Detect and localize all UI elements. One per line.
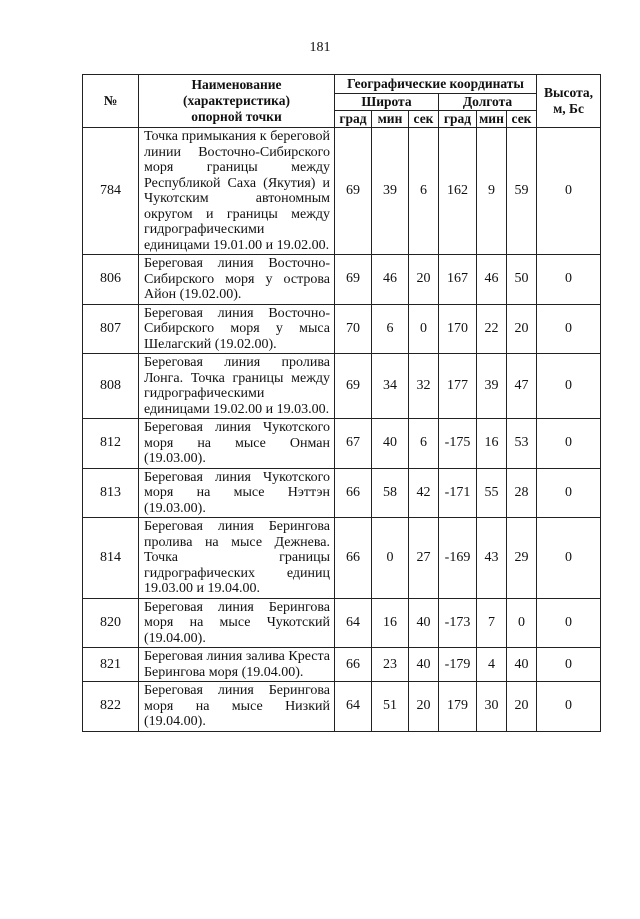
header-latitude: Широта: [335, 94, 439, 111]
cell-number: 821: [83, 648, 139, 682]
table-row: [83, 128, 601, 255]
cell-name: Береговая линия Берингова моря на мысе Низкий (19.04.00).: [139, 682, 335, 732]
cell-lat-deg: 66: [335, 518, 372, 599]
cell-lat-min: 0: [372, 518, 409, 599]
header-height-line1: Высота,: [544, 85, 594, 100]
cell-lon-min: 4: [477, 648, 507, 682]
cell-lon-sec: 0: [507, 598, 537, 648]
cell-name: Береговая линия Восточно-Сибирского моря у острова Айон (19.02.00).: [139, 255, 335, 305]
table-row: [83, 468, 601, 518]
cell-height: 0: [537, 468, 601, 518]
cell-lon-min: 22: [477, 304, 507, 354]
cell-lat-sec: 27: [409, 518, 439, 599]
cell-number: 820: [83, 598, 139, 648]
cell-lat-deg: 69: [335, 354, 372, 419]
header-height: [537, 75, 601, 128]
cell-number: 808: [83, 354, 139, 419]
cell-lat-deg: 67: [335, 419, 372, 469]
cell-name: Береговая линия Берингова пролива на мысе Дежнева. Точка границы гидрографических единиц 19.03.00 и 19.04.00.: [139, 518, 335, 599]
cell-lon-deg: -169: [439, 518, 477, 599]
table-body: [83, 128, 601, 732]
cell-lat-sec: 0: [409, 304, 439, 354]
cell-lon-min: 7: [477, 598, 507, 648]
cell-lon-min: 55: [477, 468, 507, 518]
cell-name: Береговая линия Чукотского моря на мысе Нэттэн (19.03.00).: [139, 468, 335, 518]
cell-name: Береговая линия Восточно-Сибирского моря у мыса Шелагский (19.02.00).: [139, 304, 335, 354]
cell-lat-min: 34: [372, 354, 409, 419]
cell-lat-min: 51: [372, 682, 409, 732]
header-name-line2: (характеристика): [183, 93, 290, 108]
cell-height: 0: [537, 304, 601, 354]
cell-lon-sec: 59: [507, 128, 537, 255]
header-lat-sec: сек: [409, 111, 439, 128]
cell-lat-sec: 6: [409, 419, 439, 469]
cell-lon-deg: 170: [439, 304, 477, 354]
cell-lat-sec: 6: [409, 128, 439, 255]
coordinates-table: [82, 74, 601, 732]
header-name-line1: Наименование: [191, 77, 282, 92]
cell-lat-sec: 32: [409, 354, 439, 419]
cell-number: 822: [83, 682, 139, 732]
header-number: №: [83, 75, 139, 128]
header-name-line3: опорной точки: [191, 109, 282, 124]
cell-number: 814: [83, 518, 139, 599]
cell-lon-sec: 20: [507, 304, 537, 354]
cell-number: 813: [83, 468, 139, 518]
cell-name: Береговая линия пролива Лонга. Точка границы между гидрографическими единицами 19.02.00 и 19.03.00.: [139, 354, 335, 419]
cell-lon-deg: -173: [439, 598, 477, 648]
cell-lon-sec: 50: [507, 255, 537, 305]
cell-height: 0: [537, 255, 601, 305]
cell-lon-deg: -171: [439, 468, 477, 518]
cell-height: 0: [537, 354, 601, 419]
cell-number: 806: [83, 255, 139, 305]
cell-lon-sec: 20: [507, 682, 537, 732]
cell-lat-sec: 40: [409, 648, 439, 682]
cell-name: Береговая линия залива Креста Берингова моря (19.04.00).: [139, 648, 335, 682]
table-row: [83, 354, 601, 419]
cell-lon-deg: 167: [439, 255, 477, 305]
header-lat-min: мин: [372, 111, 409, 128]
cell-number: 784: [83, 128, 139, 255]
cell-lon-deg: -179: [439, 648, 477, 682]
cell-lat-deg: 66: [335, 468, 372, 518]
cell-lon-deg: 177: [439, 354, 477, 419]
cell-height: 0: [537, 598, 601, 648]
cell-number: 812: [83, 419, 139, 469]
cell-lat-min: 6: [372, 304, 409, 354]
table-row: [83, 419, 601, 469]
cell-lat-sec: 40: [409, 598, 439, 648]
cell-height: 0: [537, 682, 601, 732]
cell-height: 0: [537, 648, 601, 682]
table-row: [83, 682, 601, 732]
cell-lon-min: 30: [477, 682, 507, 732]
table-row: [83, 255, 601, 305]
cell-lat-deg: 66: [335, 648, 372, 682]
table-row: [83, 518, 601, 599]
header-lat-deg: град: [335, 111, 372, 128]
cell-name: Береговая линия Берингова моря на мысе Чукотский (19.04.00).: [139, 598, 335, 648]
cell-lat-min: 23: [372, 648, 409, 682]
cell-lat-deg: 69: [335, 128, 372, 255]
cell-lon-sec: 29: [507, 518, 537, 599]
cell-lat-min: 40: [372, 419, 409, 469]
cell-lon-sec: 28: [507, 468, 537, 518]
cell-lat-deg: 64: [335, 598, 372, 648]
table-row: [83, 304, 601, 354]
cell-lat-sec: 20: [409, 682, 439, 732]
cell-lat-deg: 69: [335, 255, 372, 305]
cell-lat-sec: 42: [409, 468, 439, 518]
cell-lon-sec: 47: [507, 354, 537, 419]
cell-lon-sec: 53: [507, 419, 537, 469]
cell-number: 807: [83, 304, 139, 354]
header-geo-coordinates: Географические координаты: [335, 75, 537, 94]
header-lon-sec: сек: [507, 111, 537, 128]
header-height-line2: м, Бс: [553, 101, 584, 116]
header-lon-deg: град: [439, 111, 477, 128]
cell-lon-min: 16: [477, 419, 507, 469]
page-number: 181: [309, 40, 331, 55]
cell-lon-min: 43: [477, 518, 507, 599]
table-row: [83, 648, 601, 682]
cell-lon-deg: 179: [439, 682, 477, 732]
cell-lon-sec: 40: [507, 648, 537, 682]
cell-height: 0: [537, 128, 601, 255]
cell-lon-min: 46: [477, 255, 507, 305]
header-lon-min: мин: [477, 111, 507, 128]
cell-height: 0: [537, 518, 601, 599]
cell-name: Береговая линия Чукотского моря на мысе Онман (19.03.00).: [139, 419, 335, 469]
cell-lat-sec: 20: [409, 255, 439, 305]
cell-lon-min: 39: [477, 354, 507, 419]
header-longitude: Долгота: [439, 94, 537, 111]
header-name: [139, 75, 335, 128]
cell-lat-min: 39: [372, 128, 409, 255]
cell-lon-deg: -175: [439, 419, 477, 469]
cell-lat-deg: 64: [335, 682, 372, 732]
cell-lat-min: 16: [372, 598, 409, 648]
cell-height: 0: [537, 419, 601, 469]
cell-name: Точка примыкания к береговой линии Восточно-Сибирского моря границы между Республикой Саха (Якутия) и Чукотским автономным округом и границы между гидрографическими единицами 19.01.00 и 19.02.00.: [139, 128, 335, 255]
cell-lon-min: 9: [477, 128, 507, 255]
table-row: [83, 598, 601, 648]
cell-lat-min: 58: [372, 468, 409, 518]
cell-lat-min: 46: [372, 255, 409, 305]
cell-lon-deg: 162: [439, 128, 477, 255]
cell-lat-deg: 70: [335, 304, 372, 354]
